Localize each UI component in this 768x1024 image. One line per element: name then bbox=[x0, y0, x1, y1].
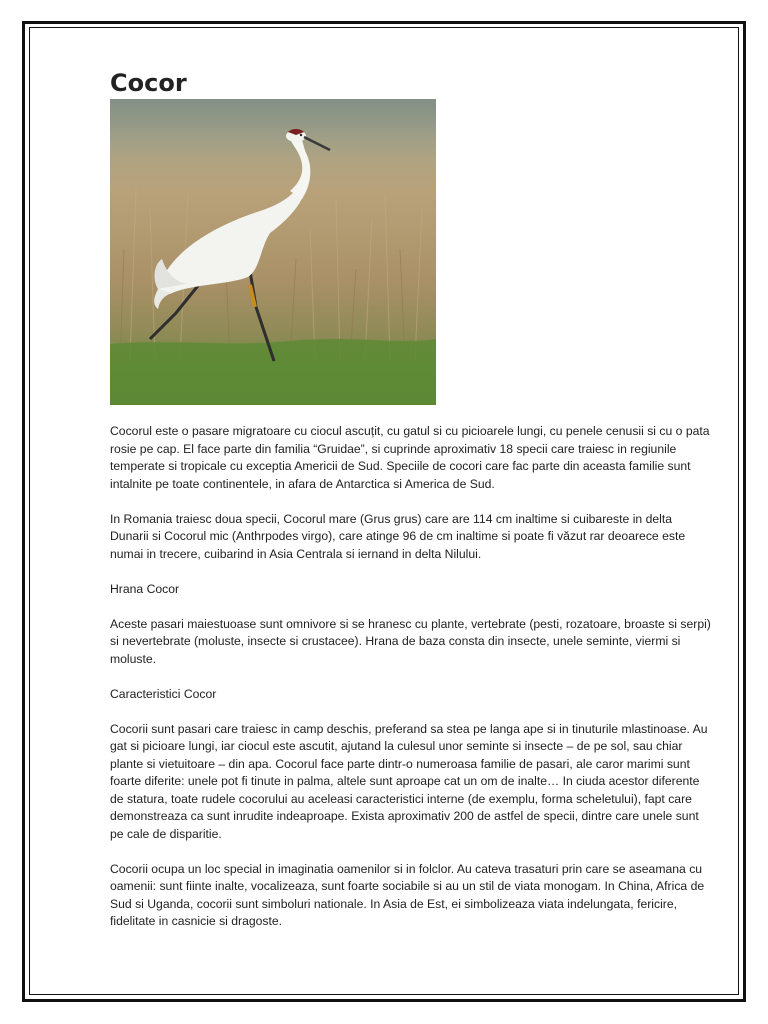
article-body bbox=[110, 423, 712, 931]
heading-caracteristici: Caracteristici Cocor bbox=[110, 686, 217, 701]
paragraph-folclor: Cocorii ocupa un loc special in imaginatia oamenilor si in folclor. Au cateva trasaturi prin care se aseamana cu oamenii: sunt fiinte inalte, vocalizeaza, sunt foarte sociabile si au un stil de viata monogam. In China, Africa de Sud si Uganda, cocorii sunt simboluri nationale. In Asia de Est, ei simbolizeaza viata indelungata, fericire, fidelitate in casnicie si dragoste. bbox=[110, 861, 705, 928]
heading-hrana: Hrana Cocor bbox=[110, 581, 180, 596]
document-content bbox=[110, 68, 712, 948]
paragraph-caracteristici: Cocorii sunt pasari care traiesc in camp deschis, preferand sa stea pe langa ape si in tinuturile mlastinoase. Au gat si picioare lungi, iar ciocul este ascutit, ajutand la culesul unor seminte si insecte – de pe sol, sau chiar plante si vietuitoare – din apa. Cocorul face parte dintr-o numeroasa familie de pasari, ale caror marimi sunt foarte diferite: unele pot fi tinute in palma, altele sunt aproape cat un om de inalte… In ciuda acestor diferente de statura, toate rudele cocorului au aceleasi caracteristici interne (de exemplu, forma scheletului), fapt care demonstreaza ca sunt inrudite indeaproape. Exista aproximativ 200 de astfel de specii, dintre care unele sunt pe cale de disparitie. bbox=[110, 721, 708, 841]
paragraph-romania: In Romania traiesc doua specii, Cocorul mare (Grus grus) care are 114 cm inaltime si cuibareste in delta Dunarii si Cocorul mic (Anthrpodes virgo), care atinge 96 de cm inaltime si poate fi văzut rar deoarece este numai in trecere, cuibarind in Asia Centrala si iernand in delta Nilului. bbox=[110, 511, 686, 561]
crane-photo bbox=[110, 99, 436, 405]
page-title: Cocor bbox=[110, 69, 187, 97]
paragraph-intro: Cocorul este o pasare migratoare cu ciocul ascuțit, cu gatul si cu picioarele lungi, cu penele cenusii si cu o pata rosie pe cap. El face parte din familia “Gruidae”, si cuprinde aproximativ 18 specii care traiesc in regiunile temperate si tropicale cu exceptia Americii de Sud. Speciile de cocori care fac parte din aceasta familie sunt intalnite pe toate continentele, in afara de Antarctica si America de Sud. bbox=[110, 424, 710, 491]
paragraph-hrana: Aceste pasari maiestuoase sunt omnivore si se hranesc cu plante, vertebrate (pesti, rozatoare, broaste si serpi) si nevertebrate (moluste, insecte si crustacee). Hrana de baza consta din insecte, unele seminte, viermi si moluste. bbox=[110, 616, 711, 666]
